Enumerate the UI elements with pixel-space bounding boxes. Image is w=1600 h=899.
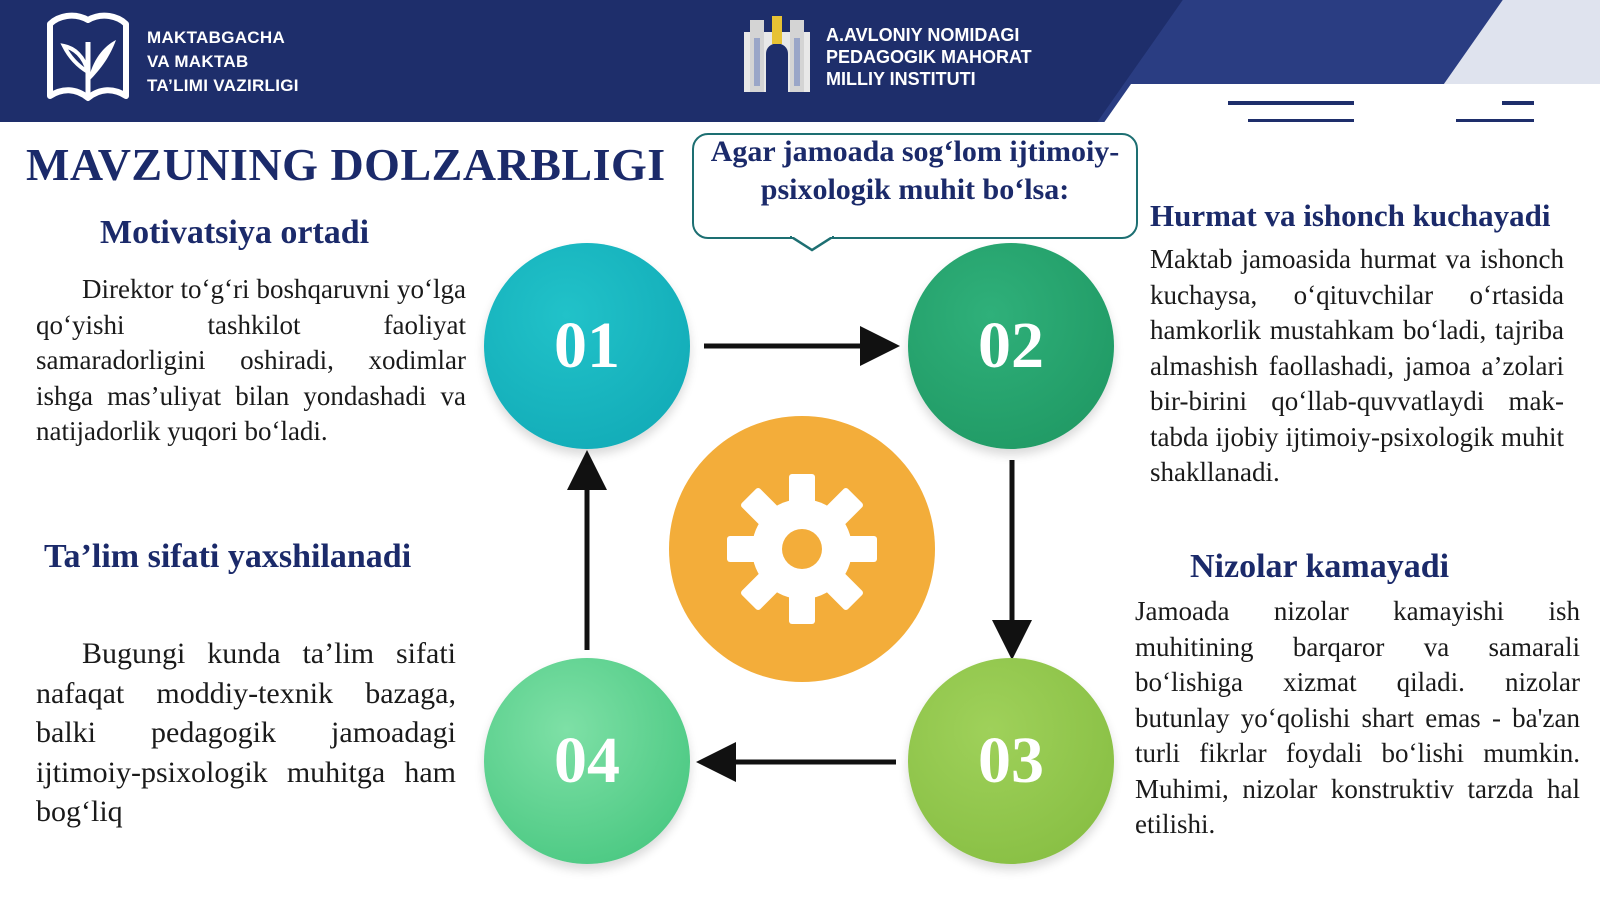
conflicts-text: Jamoada nizolar kamayishi ish muhitining barqaror va samarali bo‘lishiga xizmat qiladi. nizolar butunlay yo‘qolishi shart emas - ba'zan turli fikrlar foydali bo‘lishi mumkin. Muhimi, nizolar konstruktiv tarzda hal etilishi.: [1135, 596, 1580, 839]
step-number: 03: [978, 724, 1044, 797]
institute-logo-icon: [742, 14, 812, 94]
ministry-line: MAKTABGACHA: [147, 28, 286, 47]
bubble-tail: [790, 236, 834, 254]
institute-name: [826, 24, 1032, 90]
conflicts-title: Nizolar kamayadi: [1190, 548, 1450, 585]
institute-line: PEDAGOGIK MAHORAT: [826, 47, 1032, 67]
ministry-line: TA’LIMI VAZIRLIGI: [147, 76, 299, 95]
page-title: MAVZUNING DOLZARBLIGI: [26, 139, 666, 190]
center-circle: [669, 416, 935, 682]
motivation-text: Direktor to‘g‘ri boshqaruvni yo‘lga qo‘yishi tashkilot faoliyat samaradorligini oshiradi, xodimlar ishga mas’uliyat bilan yondashadi va natijadorlik yuqori bo‘ladi.: [36, 274, 466, 446]
step-number: 01: [554, 309, 620, 382]
step-04-circle: [484, 658, 690, 864]
ministry-name: [147, 26, 299, 98]
ministry-logo-icon: [44, 12, 132, 104]
decor-line: [1456, 119, 1534, 122]
decor-line: [1502, 101, 1534, 105]
condition-text: Agar jamoada sog‘lom ijtimoiy-psixologik muhit bo‘lsa:: [710, 135, 1120, 206]
motivation-title: Motivatsiya ortadi: [100, 214, 370, 251]
step-number: 02: [978, 309, 1044, 382]
gear-icon: [727, 474, 877, 624]
quality-title: Ta’lim sifati yaxshilanadi: [44, 538, 412, 575]
institute-line: MILLIY INSTITUTI: [826, 69, 976, 89]
respect-text: Maktab jamoasida hurmat va ishonch kuchaysa, o‘qituvchilar o‘rtasida hamkorlik mustahkam bo‘ladi, tajriba almashish faollashadi, jamoa a’zolari bir-birini qo‘llab-quvvatlaydi mak-tabda ijobiy ijtimoiy-psixologik muhit shakllanadi.: [1150, 244, 1564, 487]
step-number: 04: [554, 724, 620, 797]
quality-text: Bugungi kunda ta’lim sifati nafaqat moddiy-texnik bazaga, balki pedagogik jamoadagi ijtimoiy-psixologik muhitga ham bog‘liq: [36, 637, 456, 828]
decor-line: [1228, 101, 1354, 105]
step-02-circle: [908, 243, 1114, 449]
header-banner: [0, 0, 1600, 122]
ministry-line: VA MAKTAB: [147, 52, 249, 71]
respect-title: Hurmat va ishonch kuchayadi: [1150, 198, 1551, 233]
step-01-circle: [484, 243, 690, 449]
step-03-circle: [908, 658, 1114, 864]
decor-line: [1248, 119, 1354, 122]
institute-line: A.AVLONIY NOMIDAGI: [826, 25, 1020, 45]
